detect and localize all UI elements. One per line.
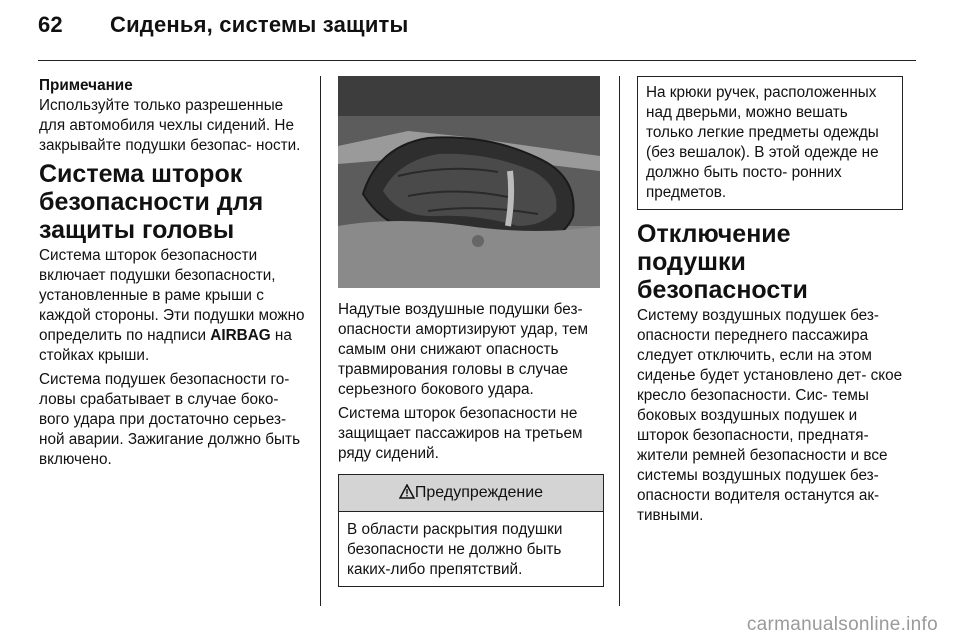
column-1 [39,76,309,474]
column-divider-1 [320,76,321,606]
note-title: Примечание [39,77,133,94]
airbag-label: AIRBAG [210,327,271,344]
column-3 [637,76,903,530]
airbag-illustration [338,76,600,288]
warning-triangle-icon [399,484,415,499]
section-heading-airbag-deactivation: Отключение подушки безопасности [637,220,808,304]
note-block [39,76,309,156]
header-divider [38,60,916,61]
paragraph: Система подушек безопасности го- ловы срабатывает в случае боко- вого удара при достаточно серьез- ной аварии. Зажигание должно быть включено. [39,371,301,468]
section-title: Сиденья, системы защиты [110,12,409,37]
paragraph-text: на стойках крыши. [39,327,292,364]
airbag-photo [338,76,600,288]
paragraph: Система шторок безопасности не защищает пассажиров на третьем ряду сидений. [338,405,583,462]
watermark: carmanualsonline.info [746,614,938,635]
info-box: На крюки ручек, расположенных над дверьми, можно вешать только легкие предметы одежды (без вешалок). В этой одежде не должно быть посто- ронних предметов. [637,76,903,210]
paragraph: Надутые воздушные подушки без- опасности амортизируют удар, тем самым они снижают опасность травмирования головы в случае серьезного бокового удара. [338,301,588,398]
page-header [38,12,409,38]
paragraph: Систему воздушных подушек без- опасности переднего пассажира следует отключить, если на этом сиденье будет установлено дет- ское кресло безопасности. Сис- темы боковых воздушных подушек и шторок безопасности, преднатя- жители ремней безопасности и все системы воздушных подушек без- опасности водителя останутся ак- тивными. [637,307,903,524]
section-heading-curtain-airbags: Система шторок безопасности для защиты головы [39,160,264,244]
page-number: 62 [38,12,63,37]
column-divider-2 [619,76,620,606]
warning-header [339,475,603,512]
warning-box [338,474,604,587]
paragraph [39,246,309,366]
note-text: Используйте только разрешенные для автомобиля чехлы сидений. Не закрывайте подушки безопас- ности. [39,97,301,154]
paragraph-text: Система шторок безопасности включает подушки безопасности, установленные в раме крыши с каждой стороны. Эти подушки можно определить по надписи [39,247,305,344]
warning-title: Предупреждение [414,484,544,501]
column-2 [338,76,604,587]
warning-text: В области раскрытия подушки безопасности не должно быть каких-либо препятствий. [347,521,563,578]
